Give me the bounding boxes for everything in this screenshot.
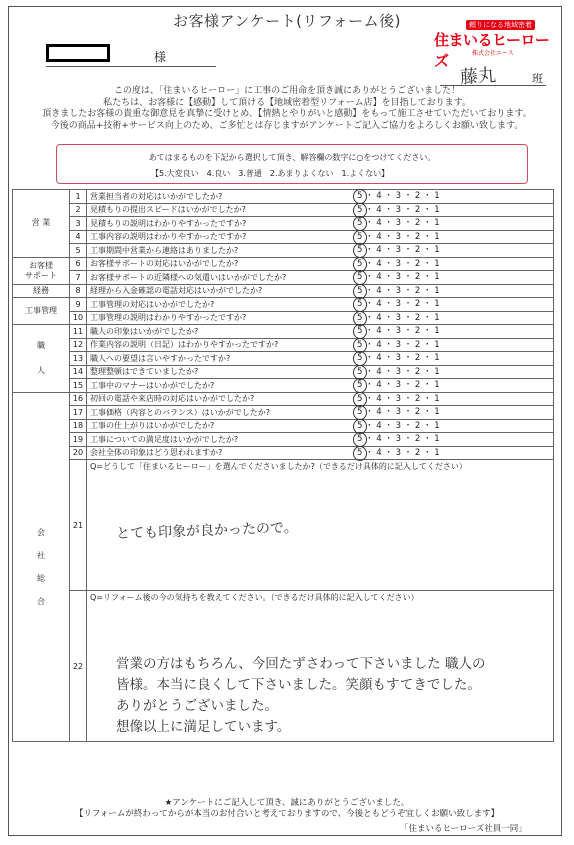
instructions-line: あてはまるものを下記から選択して頂き、解答欄の数字に○をつけてください。 bbox=[148, 153, 436, 162]
question-number: 3 bbox=[70, 217, 87, 231]
question-number: 10 bbox=[70, 311, 87, 325]
intro-line: 今後の商品+技術+サービス向上のため、ご多忙とは存じますがアンケートご記入ご協力をよろしくお願い致します。 bbox=[50, 120, 524, 131]
question-label: お客様サポートの対応はいかがでしたか? bbox=[90, 259, 239, 269]
category-label: 人 bbox=[37, 366, 45, 376]
answer-scale[interactable]: 5 ・ 4 ・ 3 ・ 2 ・ 1 bbox=[357, 353, 440, 363]
category-label: 経務 bbox=[33, 285, 49, 295]
answer-line: 皆様。本当に良くして下さいました。笑顔もすてきでした。 bbox=[116, 677, 481, 693]
question-label: 工事の仕上がりはいかがでしたか? bbox=[90, 421, 215, 431]
question-label: 職人への要望は言いやすかったですか? bbox=[90, 353, 231, 363]
footer-message: 【リフォームが終わってからが本当のお付合いと考えておりますので、今後ともどうぞ宜しくお願い致します】 bbox=[74, 809, 500, 819]
selected-answer-circle bbox=[353, 378, 367, 393]
question-row bbox=[13, 406, 554, 420]
question-text bbox=[87, 298, 554, 312]
category-label: 会 bbox=[37, 527, 45, 537]
question-text bbox=[87, 392, 554, 406]
question-text bbox=[87, 433, 554, 447]
answer-scale[interactable]: 5 ・ 4 ・ 3 ・ 2 ・ 1 bbox=[357, 218, 440, 228]
question-label: 営業担当者の対応はいかがでしたか? bbox=[90, 191, 223, 201]
intro-line: 頂きましたお客様の貴重な御意見を真摯に受けとめ、【情熱とやりがいと感動】をもって施工させていただいております。 bbox=[42, 109, 532, 119]
question-label: 工事中のマナーはいかがでしたか? bbox=[90, 380, 215, 390]
intro-line: この度は、「住まいるヒーロー」に工事のご用命を頂き誠にありがとうございました！ bbox=[113, 86, 461, 96]
page-title: お客様アンケート(リフォーム後) bbox=[172, 12, 402, 30]
answer-scale[interactable]: 5 ・ 4 ・ 3 ・ 2 ・ 1 bbox=[357, 434, 440, 444]
category-label: お客様 サポート bbox=[25, 260, 57, 280]
answer-scale[interactable]: 5 ・ 4 ・ 3 ・ 2 ・ 1 bbox=[357, 272, 440, 282]
answer-scale[interactable]: 5 ・ 4 ・ 3 ・ 2 ・ 1 bbox=[357, 312, 440, 323]
question-number: 11 bbox=[70, 325, 87, 339]
category-cell bbox=[13, 298, 70, 325]
question-row bbox=[13, 419, 554, 433]
question-label: 工事価格（内容とのバランス）はいかがでしたか? bbox=[90, 407, 271, 417]
category-cell bbox=[13, 325, 70, 393]
question-row bbox=[13, 433, 554, 447]
question-number: 1 bbox=[70, 190, 87, 204]
question-number: 21 bbox=[70, 460, 87, 591]
answer-line: 営業の方はもちろん、今回たずさわって下さいました 職人の bbox=[116, 656, 486, 672]
question-text bbox=[87, 338, 554, 352]
category-label: 合 bbox=[37, 596, 45, 606]
question-number: 14 bbox=[70, 365, 87, 379]
question-text bbox=[87, 446, 554, 460]
question-number: 8 bbox=[70, 284, 87, 298]
question-number: 22 bbox=[70, 591, 87, 742]
rating-legend: 【5.大変良い 4.良い 3.普通 2.あまりよくない 1.よくない】 bbox=[151, 169, 390, 178]
question-label: 工事管理の説明はわかりやすかったですか? bbox=[90, 313, 247, 323]
instructions-box bbox=[56, 144, 528, 184]
question-number: 16 bbox=[70, 392, 87, 406]
category-cell bbox=[13, 392, 70, 742]
question-label: 整理整頓はできていましたか? bbox=[90, 367, 199, 377]
question-text bbox=[87, 271, 554, 285]
question-row bbox=[13, 325, 554, 339]
q22-handwritten-answer bbox=[116, 654, 485, 738]
question-row bbox=[13, 298, 554, 312]
category-label: 工事管理 bbox=[25, 306, 57, 315]
q21-prompt: Q=どうして「住まいるヒーロー」を選んでくださいましたか?（できるだけ具体的に記入してください） bbox=[90, 462, 467, 471]
selected-answer-circle bbox=[353, 351, 367, 366]
question-text bbox=[87, 257, 554, 271]
question-number: 2 bbox=[70, 203, 87, 217]
question-row bbox=[13, 217, 554, 231]
logo-tagline: 頼りになる地域密着 bbox=[466, 20, 535, 30]
q22-prompt: Q=リフォーム後の今の気持ちを教えてください。（できるだけ具体的に記入してください） bbox=[90, 593, 419, 602]
question-label: 見積もりの提出スピードはいかがでしたか? bbox=[90, 205, 246, 215]
question-text bbox=[87, 365, 554, 379]
question-label: 職人の印象はいかがでしたか? bbox=[90, 326, 199, 336]
answer-scale[interactable]: 5 ・ 4 ・ 3 ・ 2 ・ 1 bbox=[357, 258, 440, 269]
answer-scale[interactable]: 5 ・ 4 ・ 3 ・ 2 ・ 1 bbox=[357, 204, 440, 215]
answer-line: ありがとうございました。 bbox=[116, 698, 278, 714]
answer-scale[interactable]: 5 ・ 4 ・ 3 ・ 2 ・ 1 bbox=[357, 191, 440, 201]
question-text bbox=[87, 244, 554, 258]
question-text bbox=[87, 217, 554, 231]
question-number: 18 bbox=[70, 419, 87, 433]
question-number: 9 bbox=[70, 298, 87, 312]
answer-scale[interactable]: 5 ・ 4 ・ 3 ・ 2 ・ 1 bbox=[357, 447, 440, 458]
selected-answer-circle bbox=[353, 405, 367, 420]
question-label: 工事期間中営業から連絡はありましたか? bbox=[90, 245, 239, 255]
answer-scale[interactable]: 5 ・ 4 ・ 3 ・ 2 ・ 1 bbox=[357, 245, 440, 255]
staff-suffix: 班 bbox=[532, 72, 543, 85]
question-text bbox=[87, 352, 554, 366]
question-text bbox=[87, 284, 554, 298]
question-row bbox=[13, 257, 554, 271]
question-number: 5 bbox=[70, 244, 87, 258]
answer-scale[interactable]: 5 ・ 4 ・ 3 ・ 2 ・ 1 bbox=[357, 339, 440, 350]
category-label: 営 業 bbox=[31, 218, 51, 228]
answer-scale[interactable]: 5 ・ 4 ・ 3 ・ 2 ・ 1 bbox=[357, 326, 440, 336]
customer-suffix: 様 bbox=[154, 50, 167, 64]
question-row bbox=[13, 338, 554, 352]
question-number: 17 bbox=[70, 406, 87, 420]
answer-scale[interactable]: 5 ・ 4 ・ 3 ・ 2 ・ 1 bbox=[357, 231, 440, 242]
category-label: 職 bbox=[37, 341, 45, 351]
question-label: お客様サポートの近隣様への気遣いはいかがでしたか? bbox=[90, 272, 287, 282]
footer bbox=[10, 798, 564, 820]
category-cell bbox=[13, 284, 70, 298]
question-number: 4 bbox=[70, 230, 87, 244]
question-label: 工事管理の対応はいかがでしたか? bbox=[90, 299, 215, 309]
answer-scale[interactable]: 5 ・ 4 ・ 3 ・ 2 ・ 1 bbox=[357, 393, 440, 404]
selected-answer-circle bbox=[353, 216, 367, 231]
selected-answer-circle bbox=[353, 446, 367, 461]
intro-text bbox=[10, 86, 564, 132]
question-label: 初回の電話や来店時の対応はいかがでしたか? bbox=[90, 394, 255, 404]
logo-name: 住まいるヒーローズ bbox=[434, 31, 550, 70]
question-text bbox=[87, 419, 554, 433]
question-number: 12 bbox=[70, 338, 87, 352]
question-text bbox=[87, 230, 554, 244]
question-row bbox=[13, 203, 554, 217]
question-label: 経理から入金確認の電話対応はいかがでしたか? bbox=[90, 286, 263, 296]
q21-handwritten-answer: とても印象が良かったので。 bbox=[115, 519, 298, 543]
intro-line: 私たちは、お客様に【感動】して頂ける【地域密着型リフォーム店】を目指しております。 bbox=[103, 97, 471, 108]
question-text bbox=[87, 311, 554, 325]
footer-thanks: ★アンケートにご記入して頂き、誠にありがとうございました。 bbox=[164, 798, 410, 808]
selected-answer-circle bbox=[353, 432, 367, 447]
footer-signature: 「住まいるヒーローズ社員一同」 bbox=[400, 824, 527, 834]
selected-answer-circle bbox=[353, 189, 367, 204]
question-row bbox=[13, 392, 554, 406]
category-label: 社 bbox=[37, 550, 45, 560]
answer-scale[interactable]: 5 ・ 4 ・ 3 ・ 2 ・ 1 bbox=[357, 299, 440, 309]
logo-subtitle: 株式会社エース bbox=[472, 50, 514, 57]
customer-name-underline bbox=[46, 66, 216, 67]
question-row bbox=[13, 311, 554, 325]
redacted-customer-name bbox=[46, 44, 110, 62]
question-label: 会社全体の印象はどう思われますか? bbox=[90, 448, 223, 458]
question-number: 13 bbox=[70, 352, 87, 366]
question-label: 見積もりの説明はわかりやすかったですか? bbox=[90, 218, 247, 228]
question-row bbox=[13, 271, 554, 285]
question-number: 19 bbox=[70, 433, 87, 447]
selected-answer-circle bbox=[353, 270, 367, 285]
category-cell bbox=[13, 190, 70, 258]
question-number: 6 bbox=[70, 257, 87, 271]
question-text bbox=[87, 203, 554, 217]
question-row bbox=[13, 352, 554, 366]
question-label: 作業内容の説明（日記）はわかりやすかったですか? bbox=[90, 340, 279, 350]
answer-scale[interactable]: 5 ・ 4 ・ 3 ・ 2 ・ 1 bbox=[357, 366, 440, 377]
answer-line: 想像以上に満足しています。 bbox=[116, 719, 291, 735]
answer-scale[interactable]: 5 ・ 4 ・ 3 ・ 2 ・ 1 bbox=[357, 285, 440, 296]
category-label: 総 bbox=[37, 573, 45, 583]
question-label: 工事についての満足度はいかがでしたか? bbox=[90, 434, 239, 444]
question-text bbox=[87, 190, 554, 204]
answer-scale[interactable]: 5 ・ 4 ・ 3 ・ 2 ・ 1 bbox=[357, 420, 440, 431]
selected-answer-circle bbox=[353, 324, 367, 339]
answer-scale[interactable]: 5 ・ 4 ・ 3 ・ 2 ・ 1 bbox=[357, 380, 440, 390]
question-text bbox=[87, 406, 554, 420]
question-row bbox=[13, 244, 554, 258]
question-text bbox=[87, 379, 554, 393]
question-number: 20 bbox=[70, 446, 87, 460]
answer-scale[interactable]: 5 ・ 4 ・ 3 ・ 2 ・ 1 bbox=[357, 407, 440, 417]
category-cell bbox=[13, 257, 70, 284]
selected-answer-circle bbox=[353, 243, 367, 258]
selected-answer-circle bbox=[353, 297, 367, 312]
question-label: 工事内容の説明はわかりやすかったですか? bbox=[90, 232, 247, 242]
question-number: 15 bbox=[70, 379, 87, 393]
question-row bbox=[13, 190, 554, 204]
question-row bbox=[13, 284, 554, 298]
question-row bbox=[13, 365, 554, 379]
staff-name-handwritten: 藤丸 bbox=[459, 64, 497, 89]
question-number: 7 bbox=[70, 271, 87, 285]
question-text bbox=[87, 325, 554, 339]
question-row bbox=[13, 379, 554, 393]
question-row bbox=[13, 446, 554, 460]
question-row bbox=[13, 230, 554, 244]
company-logo bbox=[432, 20, 552, 70]
